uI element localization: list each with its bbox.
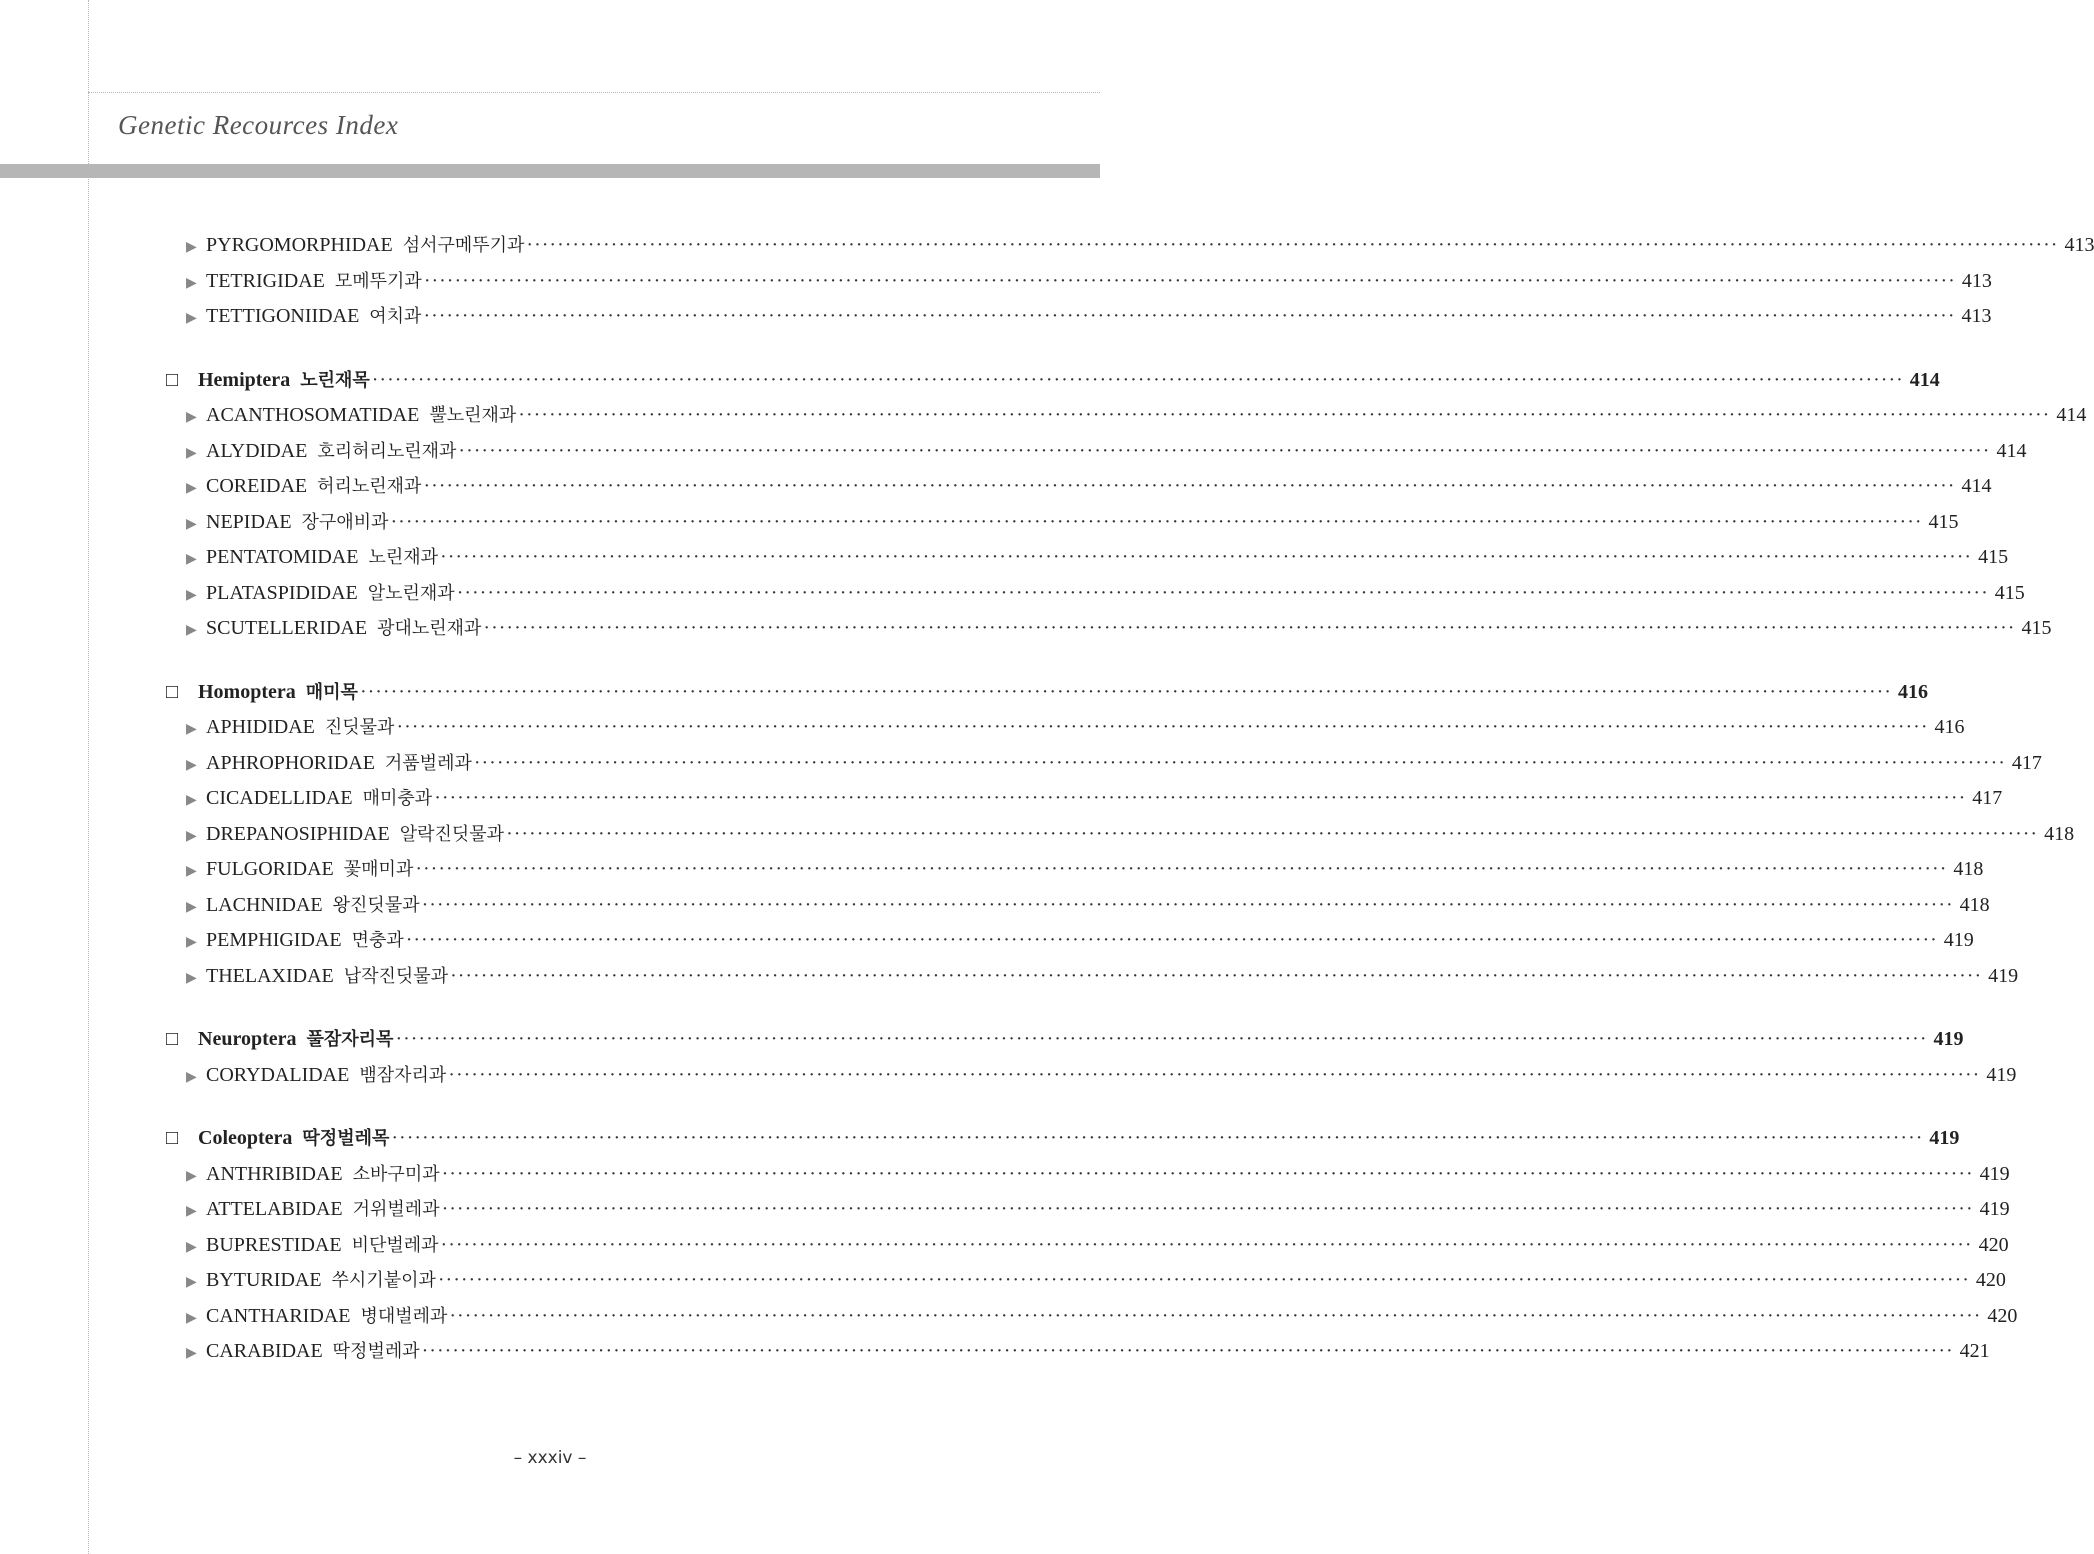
family-latin-name: ACANTHOSOMATIDAE: [206, 404, 420, 426]
family-korean-name: 납작진딧물과: [343, 965, 449, 987]
triangle-bullet-icon: ▶: [186, 1310, 197, 1326]
dot-leader: ········································································································································································································: [441, 1198, 1974, 1220]
family-latin-name: APHIDIDAE: [206, 716, 315, 738]
family-latin-name: BUPRESTIDAE: [206, 1233, 342, 1256]
family-entry: [166, 817, 2075, 853]
triangle-bullet-icon: ▶: [186, 1239, 197, 1255]
page-reference: 418: [1959, 893, 1990, 916]
family-latin-name: PLATASPIDIDAE: [206, 581, 358, 604]
family-latin-name: THELAXIDAE: [206, 964, 334, 987]
dot-leader: ········································································································································································································: [440, 1233, 1973, 1256]
page-reference: 420: [1987, 1304, 2018, 1327]
index-group: [166, 675, 2075, 995]
family-latin-name: CICADELLIDAE: [206, 787, 353, 809]
triangle-bullet-icon: ▶: [186, 623, 197, 638]
dot-leader: ········································································································································································································: [390, 510, 1923, 533]
index-group: [166, 1022, 2017, 1093]
triangle-bullet-icon: ▶: [186, 1069, 197, 1085]
family-korean-name: 딱정벌레과: [332, 1341, 420, 1362]
family-korean-name: 꽃매미과: [343, 859, 414, 880]
dot-leader: ········································································································································································································: [423, 475, 1956, 497]
dot-leader: ········································································································································································································: [421, 1340, 1954, 1362]
page-reference: 414: [1961, 475, 1992, 497]
family-entry: [166, 710, 1965, 746]
page-reference: 419: [1979, 1198, 2010, 1220]
family-entry: [166, 888, 1990, 924]
dot-leader: ········································································································································································································: [449, 1304, 1982, 1327]
family-entry: [166, 781, 2003, 817]
page-reference: 419: [1979, 1162, 2010, 1185]
family-latin-name: LACHNIDAE: [206, 893, 323, 916]
family-entry: [166, 299, 1992, 335]
triangle-bullet-icon: ▶: [186, 311, 197, 326]
order-latin-name: Coleoptera: [198, 1127, 293, 1149]
checkbox-square-icon: □: [166, 368, 179, 391]
family-korean-name: 광대노린재과: [377, 618, 482, 639]
family-korean-name: 허리노린재과: [317, 476, 422, 497]
page-reference: 417: [1972, 787, 2003, 809]
family-latin-name: SCUTELLERIDAE: [206, 617, 368, 639]
dot-leader: ········································································································································································································: [448, 1063, 1981, 1086]
family-latin-name: ALYDIDAE: [206, 439, 308, 462]
triangle-bullet-icon: ▶: [186, 793, 197, 808]
family-entry: [166, 1299, 2018, 1335]
family-latin-name: CORYDALIDAE: [206, 1063, 350, 1086]
dot-leader: ········································································································································································································: [483, 617, 2016, 639]
order-entry: [166, 1022, 1964, 1058]
dot-leader: ········································································································································································································: [458, 439, 1991, 462]
dot-leader: ········································································································································································································: [359, 680, 1892, 703]
index-group: [166, 1121, 2018, 1370]
family-latin-name: COREIDAE: [206, 475, 308, 497]
family-korean-name: 거품벌레과: [384, 752, 472, 774]
page-reference: 419: [1943, 929, 1974, 951]
dot-leader: ········································································································································································································: [456, 581, 1989, 604]
triangle-bullet-icon: ▶: [186, 864, 197, 879]
dot-leader: ········································································································································································································: [473, 751, 2006, 774]
page-reference: 419: [1986, 1063, 2017, 1086]
family-korean-name: 알노린재과: [367, 582, 455, 604]
family-entry: [166, 505, 1959, 541]
triangle-bullet-icon: ▶: [186, 275, 197, 291]
dot-leader: ········································································································································································································: [434, 787, 1967, 809]
index-group: [166, 363, 2087, 647]
page-reference: 419: [1988, 964, 2019, 987]
family-korean-name: 비단벌레과: [351, 1234, 439, 1256]
family-entry: [166, 852, 1984, 888]
family-korean-name: 소바구미과: [352, 1163, 440, 1185]
family-korean-name: 병대벌레과: [360, 1305, 448, 1327]
dot-leader: ········································································································································································································: [506, 822, 2039, 845]
family-entry: [166, 1192, 2010, 1228]
page-reference: 418: [2044, 822, 2075, 845]
family-latin-name: TETTIGONIIDAE: [206, 305, 360, 327]
page-reference: 415: [1978, 546, 2009, 568]
family-latin-name: PEMPHIGIDAE: [206, 929, 342, 951]
dot-leader: ········································································································································································································: [423, 305, 1956, 327]
family-entry: [166, 1157, 2010, 1193]
page-reference: 419: [1929, 1127, 1960, 1149]
dot-leader: ········································································································································································································: [415, 858, 1948, 880]
page-reference: 415: [1928, 510, 1959, 533]
checkbox-square-icon: □: [166, 1028, 179, 1050]
dot-leader: ········································································································································································································: [405, 929, 1938, 951]
page-reference: 415: [2021, 617, 2052, 639]
family-latin-name: APHROPHORIDAE: [206, 751, 375, 774]
family-latin-name: CARABIDAE: [206, 1340, 323, 1362]
page-reference: 413: [1961, 305, 1992, 327]
family-entry: [166, 576, 2025, 612]
page-reference: 420: [1978, 1233, 2009, 1256]
page-reference: 418: [1953, 858, 1984, 880]
page-reference: 413: [1961, 269, 1992, 292]
family-korean-name: 뿔노린재과: [429, 405, 517, 426]
family-entry: [166, 746, 2042, 782]
dot-leader: ········································································································································································································: [396, 716, 1929, 738]
dot-leader: ········································································································································································································: [371, 368, 1904, 391]
family-entry: [166, 1334, 1990, 1370]
dot-leader: ········································································································································································································: [440, 546, 1973, 568]
family-latin-name: PENTATOMIDAE: [206, 546, 359, 568]
family-korean-name: 진딧물과: [324, 717, 395, 738]
family-latin-name: FULGORIDAE: [206, 858, 334, 880]
page-reference: 414: [1909, 368, 1940, 391]
family-entry: [166, 434, 2027, 470]
dot-leader: ········································································································································································································: [518, 404, 2051, 426]
page-reference: 416: [1934, 716, 1965, 738]
page-reference: 417: [2011, 751, 2042, 774]
page-reference: 414: [2056, 404, 2087, 426]
order-korean-name: 풀잠자리목: [306, 1029, 394, 1050]
dot-leader: ········································································································································································································: [421, 893, 1954, 916]
order-latin-name: Neuroptera: [198, 1028, 297, 1050]
page-reference: 415: [1994, 581, 2025, 604]
family-korean-name: 매미충과: [362, 788, 433, 809]
order-korean-name: 딱정벌레목: [302, 1128, 390, 1149]
family-entry: [166, 1263, 2006, 1299]
family-korean-name: 뱀잠자리과: [359, 1064, 447, 1086]
page-number-footer: – xxxiv –: [513, 1448, 587, 1468]
triangle-bullet-icon: ▶: [186, 828, 197, 844]
triangle-bullet-icon: ▶: [186, 757, 197, 773]
family-entry: [166, 1058, 2017, 1094]
family-korean-name: 쑤시기붙이과: [331, 1270, 436, 1291]
order-entry: [166, 363, 1940, 399]
family-latin-name: PYRGOMORPHIDAE: [206, 234, 393, 256]
page-reference: 420: [1975, 1269, 2006, 1291]
family-entry: [166, 611, 2052, 647]
dot-leader: ········································································································································································································: [441, 1162, 1974, 1185]
running-header-title: Genetic Recources Index: [118, 110, 399, 140]
triangle-bullet-icon: ▶: [186, 552, 197, 567]
margin-guide-horizontal: [88, 92, 1100, 93]
triangle-bullet-icon: ▶: [186, 516, 197, 532]
triangle-bullet-icon: ▶: [186, 410, 197, 425]
family-korean-name: 면충과: [351, 930, 404, 951]
page-reference: 419: [1933, 1028, 1964, 1050]
family-entry: [166, 264, 1992, 300]
family-latin-name: DREPANOSIPHIDAE: [206, 822, 390, 845]
triangle-bullet-icon: ▶: [186, 445, 197, 461]
family-entry: [166, 923, 1974, 959]
family-latin-name: ANTHRIBIDAE: [206, 1162, 343, 1185]
family-latin-name: BYTURIDAE: [206, 1269, 322, 1291]
family-korean-name: 거위벌레과: [352, 1199, 440, 1220]
family-korean-name: 섬서구메뚜기과: [402, 235, 525, 256]
family-latin-name: CANTHARIDAE: [206, 1304, 351, 1327]
page-reference: 421: [1959, 1340, 1990, 1362]
page-reference: 414: [1996, 439, 2027, 462]
family-entry: [166, 398, 2087, 434]
checkbox-square-icon: □: [166, 1127, 179, 1149]
family-korean-name: 왕진딧물과: [332, 894, 420, 916]
triangle-bullet-icon: ▶: [186, 240, 197, 255]
family-entry: [166, 540, 2009, 576]
family-korean-name: 장구애비과: [301, 511, 389, 533]
checkbox-square-icon: □: [166, 680, 179, 703]
family-latin-name: ATTELABIDAE: [206, 1198, 343, 1220]
index-group: [166, 228, 2094, 335]
triangle-bullet-icon: ▶: [186, 899, 197, 915]
family-latin-name: NEPIDAE: [206, 510, 292, 533]
order-entry: [166, 1121, 1960, 1157]
family-korean-name: 노린재과: [368, 547, 439, 568]
family-korean-name: 알락진딧물과: [399, 823, 505, 845]
triangle-bullet-icon: ▶: [186, 1275, 197, 1290]
triangle-bullet-icon: ▶: [186, 587, 197, 603]
dot-leader: ········································································································································································································: [526, 234, 2059, 256]
order-korean-name: 노린재목: [300, 369, 370, 391]
dot-leader: ········································································································································································································: [423, 269, 1956, 292]
family-latin-name: TETRIGIDAE: [206, 269, 325, 292]
dot-leader: ········································································································································································································: [395, 1028, 1928, 1050]
triangle-bullet-icon: ▶: [186, 1346, 197, 1361]
page-reference: 413: [2064, 234, 2094, 256]
margin-guide-vertical: [88, 0, 89, 1554]
order-latin-name: Hemiptera: [198, 368, 291, 391]
order-entry: [166, 675, 1928, 711]
order-korean-name: 매미목: [305, 681, 358, 703]
page-reference: 416: [1897, 680, 1928, 703]
family-korean-name: 여치과: [369, 306, 422, 327]
triangle-bullet-icon: ▶: [186, 481, 197, 496]
triangle-bullet-icon: ▶: [186, 1168, 197, 1184]
dot-leader: ········································································································································································································: [450, 964, 1983, 987]
dot-leader: ········································································································································································································: [391, 1127, 1924, 1149]
header-bar: [0, 164, 1100, 178]
triangle-bullet-icon: ▶: [186, 970, 197, 986]
family-entry: [166, 228, 2094, 264]
family-entry: [166, 1228, 2009, 1264]
index-list: [166, 228, 2094, 1398]
triangle-bullet-icon: ▶: [186, 722, 197, 737]
family-korean-name: 모메뚜기과: [334, 270, 422, 292]
triangle-bullet-icon: ▶: [186, 1204, 197, 1219]
family-entry: [166, 469, 1992, 505]
family-korean-name: 호리허리노린재과: [317, 440, 457, 462]
family-entry: [166, 959, 2019, 995]
order-latin-name: Homoptera: [198, 680, 296, 703]
dot-leader: ········································································································································································································: [437, 1269, 1970, 1291]
triangle-bullet-icon: ▶: [186, 935, 197, 950]
